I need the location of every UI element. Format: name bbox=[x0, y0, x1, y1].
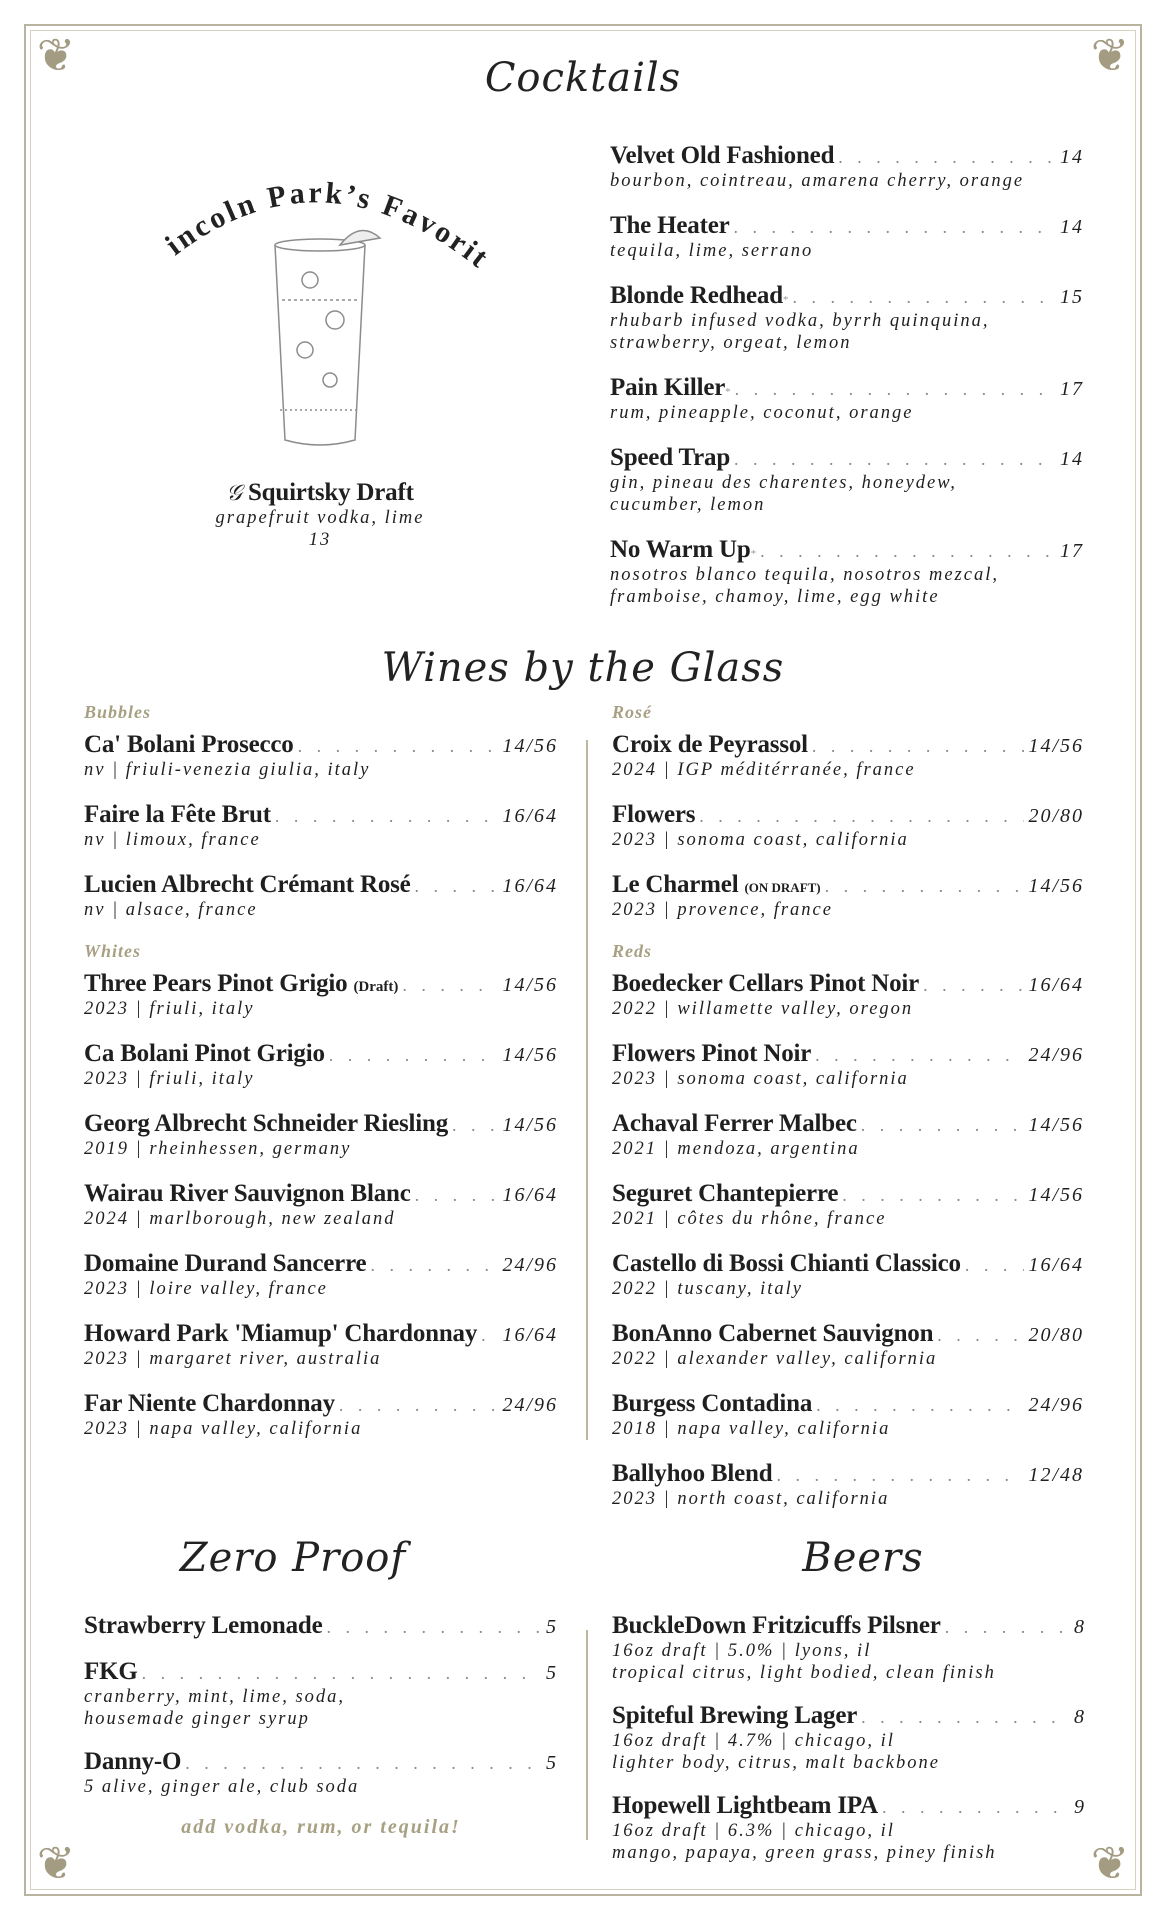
item-description: 2018 | napa valley, california bbox=[612, 1419, 891, 1439]
dot-leader bbox=[760, 541, 1056, 562]
corner-flourish-icon: ❦ bbox=[36, 1838, 76, 1889]
item-description: nv | alsace, france bbox=[84, 900, 258, 920]
column-divider bbox=[586, 740, 588, 1440]
item-price: 14/56 bbox=[502, 735, 558, 757]
dot-leader bbox=[923, 975, 1024, 996]
dot-leader bbox=[142, 1663, 542, 1684]
menu-item bbox=[612, 1612, 1086, 1684]
dot-leader bbox=[734, 449, 1056, 470]
cocktail-list bbox=[610, 142, 1084, 628]
item-name: Flowers bbox=[612, 801, 696, 828]
item-description: 2023 | provence, france bbox=[612, 900, 833, 920]
item-description: 2019 | rheinhessen, germany bbox=[84, 1139, 352, 1159]
category-bubbles: Bubbles bbox=[84, 702, 152, 722]
menu-item bbox=[612, 1460, 1084, 1510]
item-price: 14/56 bbox=[1028, 1184, 1084, 1206]
item-description: 5 alive, ginger ale, club soda bbox=[84, 1777, 360, 1797]
item-name: Howard Park 'Miamup' Chardonnay bbox=[84, 1320, 478, 1347]
item-row bbox=[84, 731, 558, 759]
featured-cocktail bbox=[150, 150, 490, 551]
item-price: 8 bbox=[1074, 1706, 1086, 1728]
item-price: 17 bbox=[1060, 540, 1084, 562]
menu-item bbox=[84, 1748, 558, 1798]
dot-leader bbox=[838, 147, 1056, 168]
menu-item bbox=[84, 1320, 558, 1370]
corner-flourish-icon: ❦ bbox=[1090, 30, 1130, 81]
item-description: 2022 | alexander valley, california bbox=[612, 1349, 938, 1369]
item-price: 24/96 bbox=[502, 1394, 558, 1416]
item-row bbox=[84, 801, 558, 829]
item-row bbox=[612, 1460, 1084, 1488]
item-name: Blonde Redhead bbox=[610, 282, 783, 309]
item-row bbox=[612, 1180, 1084, 1208]
item-name: Ballyhoo Blend bbox=[612, 1460, 773, 1487]
item-row bbox=[84, 1040, 558, 1068]
item-price: 24/96 bbox=[1028, 1044, 1084, 1066]
dot-leader bbox=[370, 1255, 498, 1276]
dot-leader bbox=[937, 1325, 1024, 1346]
dot-leader bbox=[965, 1255, 1025, 1276]
item-name: Wairau River Sauvignon Blanc bbox=[84, 1180, 411, 1207]
item-description: 16oz draft | 4.7% | chicago, il bbox=[612, 1731, 895, 1751]
item-price: 14/56 bbox=[502, 1044, 558, 1066]
item-row bbox=[612, 1110, 1084, 1138]
item-row bbox=[84, 871, 558, 899]
category-reds: Reds bbox=[612, 941, 652, 961]
dot-leader bbox=[481, 1325, 498, 1346]
item-footnote-mark: * bbox=[725, 386, 731, 398]
item-row bbox=[84, 1320, 558, 1348]
item-price: 16/64 bbox=[1028, 974, 1084, 996]
featured-desc: grapefruit vodka, lime bbox=[215, 508, 425, 528]
g-initial-icon: 𝒢 bbox=[226, 480, 242, 505]
item-description: tropical citrus, light bodied, clean finish bbox=[612, 1663, 996, 1683]
item-description: lighter body, citrus, malt backbone bbox=[612, 1753, 940, 1773]
dot-leader bbox=[792, 287, 1056, 308]
item-row bbox=[610, 536, 1084, 564]
item-price: 20/80 bbox=[1028, 1324, 1084, 1346]
column-divider bbox=[586, 1630, 588, 1840]
item-name: Velvet Old Fashioned bbox=[610, 142, 835, 169]
item-row bbox=[84, 1180, 558, 1208]
item-price: 24/96 bbox=[1028, 1394, 1084, 1416]
menu-item bbox=[612, 1390, 1084, 1440]
item-row bbox=[610, 444, 1084, 472]
item-description: 2023 | sonoma coast, california bbox=[612, 830, 909, 850]
dot-leader bbox=[298, 736, 499, 757]
item-footnote-mark: * bbox=[782, 294, 789, 306]
menu-item bbox=[612, 1702, 1086, 1774]
item-row bbox=[610, 282, 1084, 310]
item-description: 16oz draft | 6.3% | chicago, il bbox=[612, 1821, 895, 1841]
zero-proof-column bbox=[84, 1612, 558, 1839]
item-name: Spiteful Brewing Lager bbox=[612, 1702, 858, 1729]
item-name: Achaval Ferrer Malbec bbox=[612, 1110, 857, 1137]
item-name: Three Pears Pinot Grigio bbox=[84, 970, 348, 997]
item-row bbox=[612, 801, 1084, 829]
item-description: 2024 | marlborough, new zealand bbox=[84, 1209, 396, 1229]
item-description: nv | friuli-venezia giulia, italy bbox=[84, 760, 371, 780]
wine-right-column bbox=[612, 702, 1084, 1530]
item-price: 14/56 bbox=[502, 974, 558, 996]
dot-leader bbox=[402, 975, 498, 996]
item-name: Ca Bolani Pinot Grigio bbox=[84, 1040, 325, 1067]
dot-leader bbox=[327, 1617, 542, 1638]
menu-item bbox=[610, 536, 1084, 608]
menu-item bbox=[612, 731, 1084, 781]
item-description: 2023 | north coast, california bbox=[612, 1489, 890, 1509]
item-price: 5 bbox=[546, 1662, 558, 1684]
dot-leader bbox=[734, 217, 1057, 238]
item-price: 5 bbox=[546, 1616, 558, 1638]
featured-arc-title: incoln Park’s Favori bbox=[159, 176, 486, 268]
menu-item bbox=[610, 374, 1084, 424]
menu-item bbox=[84, 1390, 558, 1440]
corner-flourish-icon: ❦ bbox=[36, 30, 76, 81]
item-description: rhubarb infused vodka, byrrh quinquina, bbox=[610, 311, 990, 331]
featured-arc-and-glass bbox=[150, 150, 490, 460]
item-price: 9 bbox=[1074, 1796, 1086, 1818]
item-row bbox=[612, 1250, 1084, 1278]
dot-leader bbox=[816, 1395, 1024, 1416]
item-row bbox=[612, 871, 1084, 899]
highball-glass-icon bbox=[275, 230, 380, 445]
dot-leader bbox=[776, 1465, 1024, 1486]
dot-leader bbox=[735, 379, 1056, 400]
dot-leader bbox=[945, 1617, 1070, 1638]
item-name: Lucien Albrecht Crémant Rosé bbox=[84, 871, 411, 898]
item-price: 15 bbox=[1060, 286, 1084, 308]
item-description: bourbon, cointreau, amarena cherry, orange bbox=[610, 171, 1025, 191]
menu-item bbox=[610, 444, 1084, 516]
menu-item bbox=[612, 1110, 1084, 1160]
item-price: 14 bbox=[1060, 216, 1084, 238]
zero-proof-note: add vodka, rum, or tequila! bbox=[181, 1816, 461, 1838]
item-description: tequila, lime, serrano bbox=[610, 241, 814, 261]
item-price: 16/64 bbox=[1028, 1254, 1084, 1276]
category-rose: Rosé bbox=[612, 702, 652, 722]
menu-item bbox=[612, 1250, 1084, 1300]
menu-item bbox=[84, 1612, 558, 1640]
item-row bbox=[84, 1612, 558, 1640]
item-price: 12/48 bbox=[1028, 1464, 1084, 1486]
dot-leader bbox=[452, 1115, 498, 1136]
item-row bbox=[84, 1658, 558, 1686]
menu-item bbox=[84, 1250, 558, 1300]
item-description: housemade ginger syrup bbox=[84, 1709, 310, 1729]
item-name: Domaine Durand Sancerre bbox=[84, 1250, 367, 1277]
item-price: 16/64 bbox=[502, 1184, 558, 1206]
item-name: FKG bbox=[84, 1658, 138, 1685]
item-row bbox=[612, 1612, 1086, 1640]
item-description: 2023 | friuli, italy bbox=[84, 1069, 255, 1089]
item-description: 2022 | willamette valley, oregon bbox=[612, 999, 914, 1019]
item-description: nv | limoux, france bbox=[84, 830, 261, 850]
item-name: Faire la Fête Brut bbox=[84, 801, 271, 828]
item-name: Seguret Chantepierre bbox=[612, 1180, 839, 1207]
item-description: 2022 | tuscany, italy bbox=[612, 1279, 803, 1299]
item-description: 2023 | napa valley, california bbox=[84, 1419, 363, 1439]
dot-leader bbox=[882, 1797, 1070, 1818]
dot-leader bbox=[825, 876, 1025, 897]
item-price: 24/96 bbox=[502, 1254, 558, 1276]
item-price: 14/56 bbox=[502, 1114, 558, 1136]
item-row bbox=[612, 1702, 1086, 1730]
menu-item bbox=[84, 731, 558, 781]
dot-leader bbox=[699, 806, 1024, 827]
wine-left-column bbox=[84, 702, 558, 1460]
dot-leader bbox=[415, 1185, 499, 1206]
item-price: 14/56 bbox=[1028, 1114, 1084, 1136]
item-name: Flowers Pinot Noir bbox=[612, 1040, 812, 1067]
item-name: Strawberry Lemonade bbox=[84, 1612, 323, 1639]
item-price: 14 bbox=[1060, 146, 1084, 168]
item-row bbox=[610, 212, 1084, 240]
item-description: rum, pineapple, coconut, orange bbox=[610, 403, 914, 423]
beers-column bbox=[612, 1612, 1086, 1882]
dot-leader bbox=[185, 1753, 542, 1774]
item-name: Georg Albrecht Schneider Riesling bbox=[84, 1110, 448, 1137]
menu-item bbox=[84, 1180, 558, 1230]
item-name: The Heater bbox=[610, 212, 730, 239]
item-row bbox=[612, 1320, 1084, 1348]
wines-title: Wines by the Glass bbox=[381, 645, 785, 691]
item-description: strawberry, orgeat, lemon bbox=[610, 333, 852, 353]
dot-leader bbox=[861, 1707, 1070, 1728]
dot-leader bbox=[415, 876, 499, 897]
item-description: cranberry, mint, lime, soda, bbox=[84, 1687, 346, 1707]
item-price: 8 bbox=[1074, 1616, 1086, 1638]
dot-leader bbox=[339, 1395, 499, 1416]
dot-leader bbox=[275, 806, 499, 827]
item-tag: (Draft) bbox=[353, 979, 399, 995]
item-description: cucumber, lemon bbox=[610, 495, 766, 515]
item-price: 14/56 bbox=[1028, 875, 1084, 897]
item-row bbox=[612, 1040, 1084, 1068]
menu-item bbox=[84, 1040, 558, 1090]
menu-item bbox=[84, 970, 558, 1020]
item-price: 17 bbox=[1060, 378, 1084, 400]
item-price: 14 bbox=[1060, 448, 1084, 470]
item-description: 16oz draft | 5.0% | lyons, il bbox=[612, 1641, 872, 1661]
item-row bbox=[84, 1748, 558, 1776]
item-description: gin, pineau des charentes, honeydew, bbox=[610, 473, 957, 493]
item-row bbox=[612, 1390, 1084, 1418]
item-tag: (ON DRAFT) bbox=[744, 880, 821, 895]
item-price: 5 bbox=[546, 1752, 558, 1774]
item-price: 20/80 bbox=[1028, 805, 1084, 827]
item-price: 14/56 bbox=[1028, 735, 1084, 757]
menu-item bbox=[612, 1040, 1084, 1090]
cocktails-title: Cocktails bbox=[484, 55, 682, 101]
menu-item bbox=[612, 1320, 1084, 1370]
item-row bbox=[612, 1792, 1086, 1820]
dot-leader bbox=[329, 1045, 499, 1066]
item-name: No Warm Up bbox=[610, 536, 751, 563]
item-name: Danny-O bbox=[84, 1748, 182, 1775]
featured-price: 13 bbox=[308, 530, 332, 550]
item-description: 2023 | loire valley, france bbox=[84, 1279, 328, 1299]
item-description: 2021 | mendoza, argentina bbox=[612, 1139, 860, 1159]
item-name: Speed Trap bbox=[610, 444, 731, 471]
item-row bbox=[84, 970, 558, 998]
menu-item bbox=[612, 1180, 1084, 1230]
menu-item bbox=[612, 871, 1084, 921]
beers-title: Beers bbox=[802, 1535, 924, 1581]
dot-leader bbox=[815, 1045, 1024, 1066]
dot-leader bbox=[842, 1185, 1024, 1206]
item-price: 16/64 bbox=[502, 805, 558, 827]
menu-item bbox=[612, 1792, 1086, 1864]
menu-item bbox=[84, 1110, 558, 1160]
item-name: Boedecker Cellars Pinot Noir bbox=[612, 970, 920, 997]
item-name: Ca' Bolani Prosecco bbox=[84, 731, 294, 758]
menu-item bbox=[610, 142, 1084, 192]
menu-item bbox=[612, 970, 1084, 1020]
item-description: 2023 | friuli, italy bbox=[84, 999, 255, 1019]
category-whites: Whites bbox=[84, 941, 142, 961]
item-name: Castello di Bossi Chianti Classico bbox=[612, 1250, 961, 1277]
item-row bbox=[84, 1110, 558, 1138]
item-row bbox=[84, 1250, 558, 1278]
menu-item bbox=[612, 801, 1084, 851]
corner-flourish-icon: ❦ bbox=[1090, 1838, 1130, 1889]
item-name: Hopewell Lightbeam IPA bbox=[612, 1792, 878, 1819]
item-price: 16/64 bbox=[502, 875, 558, 897]
item-description: mango, papaya, green grass, piney finish bbox=[612, 1843, 997, 1863]
item-description: nosotros blanco tequila, nosotros mezcal, bbox=[610, 565, 999, 585]
featured-name: Squirtsky Draft bbox=[247, 479, 414, 506]
item-name: BonAnno Cabernet Sauvignon bbox=[612, 1320, 934, 1347]
menu-item bbox=[84, 801, 558, 851]
item-row bbox=[610, 142, 1084, 170]
item-name: Far Niente Chardonnay bbox=[84, 1390, 335, 1417]
menu-item bbox=[84, 871, 558, 921]
item-name: Croix de Peyrassol bbox=[612, 731, 808, 758]
item-price: 16/64 bbox=[502, 1324, 558, 1346]
item-name: Le Charmel bbox=[612, 871, 739, 898]
item-row bbox=[612, 970, 1084, 998]
item-row bbox=[612, 731, 1084, 759]
item-footnote-mark: * bbox=[750, 548, 757, 560]
item-description: framboise, chamoy, lime, egg white bbox=[610, 587, 940, 607]
menu-item bbox=[84, 1658, 558, 1730]
item-description: 2023 | margaret river, australia bbox=[84, 1349, 382, 1369]
dot-leader bbox=[812, 736, 1025, 757]
item-name: Pain Killer bbox=[610, 374, 726, 401]
item-description: 2023 | sonoma coast, california bbox=[612, 1069, 909, 1089]
dot-leader bbox=[861, 1115, 1025, 1136]
menu-item bbox=[610, 282, 1084, 354]
item-description: 2024 | IGP méditérranée, france bbox=[612, 760, 916, 780]
item-name: Burgess Contadina bbox=[612, 1390, 813, 1417]
svg-text:Lincoln Park’s Favorite bbox=[150, 150, 490, 276]
item-row bbox=[610, 374, 1084, 402]
item-description: 2021 | côtes du rhône, france bbox=[612, 1209, 887, 1229]
zero-proof-title: Zero Proof bbox=[179, 1535, 407, 1581]
item-name: BuckleDown Fritzicuffs Pilsner bbox=[612, 1612, 941, 1639]
menu-item bbox=[610, 212, 1084, 262]
item-row bbox=[84, 1390, 558, 1418]
